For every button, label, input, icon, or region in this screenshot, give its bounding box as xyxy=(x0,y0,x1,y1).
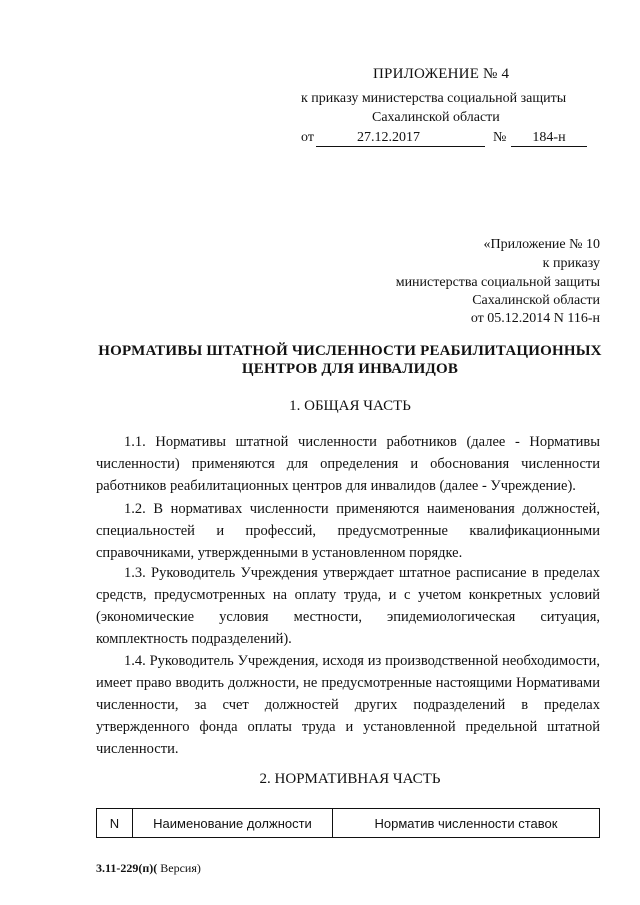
staff-norms-table-header xyxy=(96,808,600,838)
prev-appendix-title: «Приложение № 10 xyxy=(483,237,600,252)
appendix-from-label: от xyxy=(301,130,314,145)
appendix-region-line: Сахалинской области xyxy=(372,110,500,125)
appendix-number: 184-н xyxy=(511,130,587,147)
document-title-line1: НОРМАТИВЫ ШТАТНОЙ ЧИСЛЕННОСТИ РЕАБИЛИТАЦИОННЫХ xyxy=(98,343,602,359)
section-heading-general: 1. ОБЩАЯ ЧАСТЬ xyxy=(289,398,411,414)
appendix-number-label: № xyxy=(493,130,507,145)
document-footer xyxy=(96,861,201,876)
footer-code: 3.11-229(п)( xyxy=(96,861,158,875)
table-header-norm: Норматив численности ставок xyxy=(374,815,558,831)
paragraph-1-4: 1.4. Руководитель Учреждения, исходя из производственной необходимости, имеет право вводить должности, не предусмотренные настоящими Нормативами численности, за счет должностей других подразделений в пределах утвержденного фонда оплаты труда и установленной предельной штатной численности. xyxy=(96,653,600,757)
table-header-position: Наименование должности xyxy=(133,809,333,837)
prev-appendix-order: к приказу xyxy=(542,256,600,271)
table-header-number: N xyxy=(97,809,133,837)
paragraph-1-3: 1.3. Руководитель Учреждения утверждает штатное расписание в пределах средств, предусмотренных на оплату труда, и с учетом конкретных условий (экономические условия местности, эпидемиологическая ситуация, комплектность подразделений). xyxy=(96,565,600,647)
appendix-date: 27.12.2017 xyxy=(316,130,485,147)
prev-appendix-date: от 05.12.2014 N 116-н xyxy=(470,311,600,326)
document-title-line2: ЦЕНТРОВ ДЛЯ ИНВАЛИДОВ xyxy=(241,361,459,377)
prev-appendix-ministry: министерства социальной защиты xyxy=(395,275,600,290)
appendix-order-line: к приказу министерства социальной защиты xyxy=(301,91,567,106)
paragraph-1-1: 1.1. Нормативы штатной численности работников (далее - Нормативы численности) применяются для определения и обоснования численности работников реабилитационных центров для инвалидов (далее - Учреждение). xyxy=(96,434,600,494)
footer-version: Версия) xyxy=(157,861,201,875)
appendix-title: ПРИЛОЖЕНИЕ № 4 xyxy=(373,66,510,82)
section-heading-normative: 2. НОРМАТИВНАЯ ЧАСТЬ xyxy=(259,771,441,787)
prev-appendix-region: Сахалинской области xyxy=(472,293,600,308)
paragraph-1-2: 1.2. В нормативах численности применяются наименования должностей, специальностей и профессий, предусмотренные квалификационными справочниками, утвержденными в установленном порядке. xyxy=(96,501,600,561)
